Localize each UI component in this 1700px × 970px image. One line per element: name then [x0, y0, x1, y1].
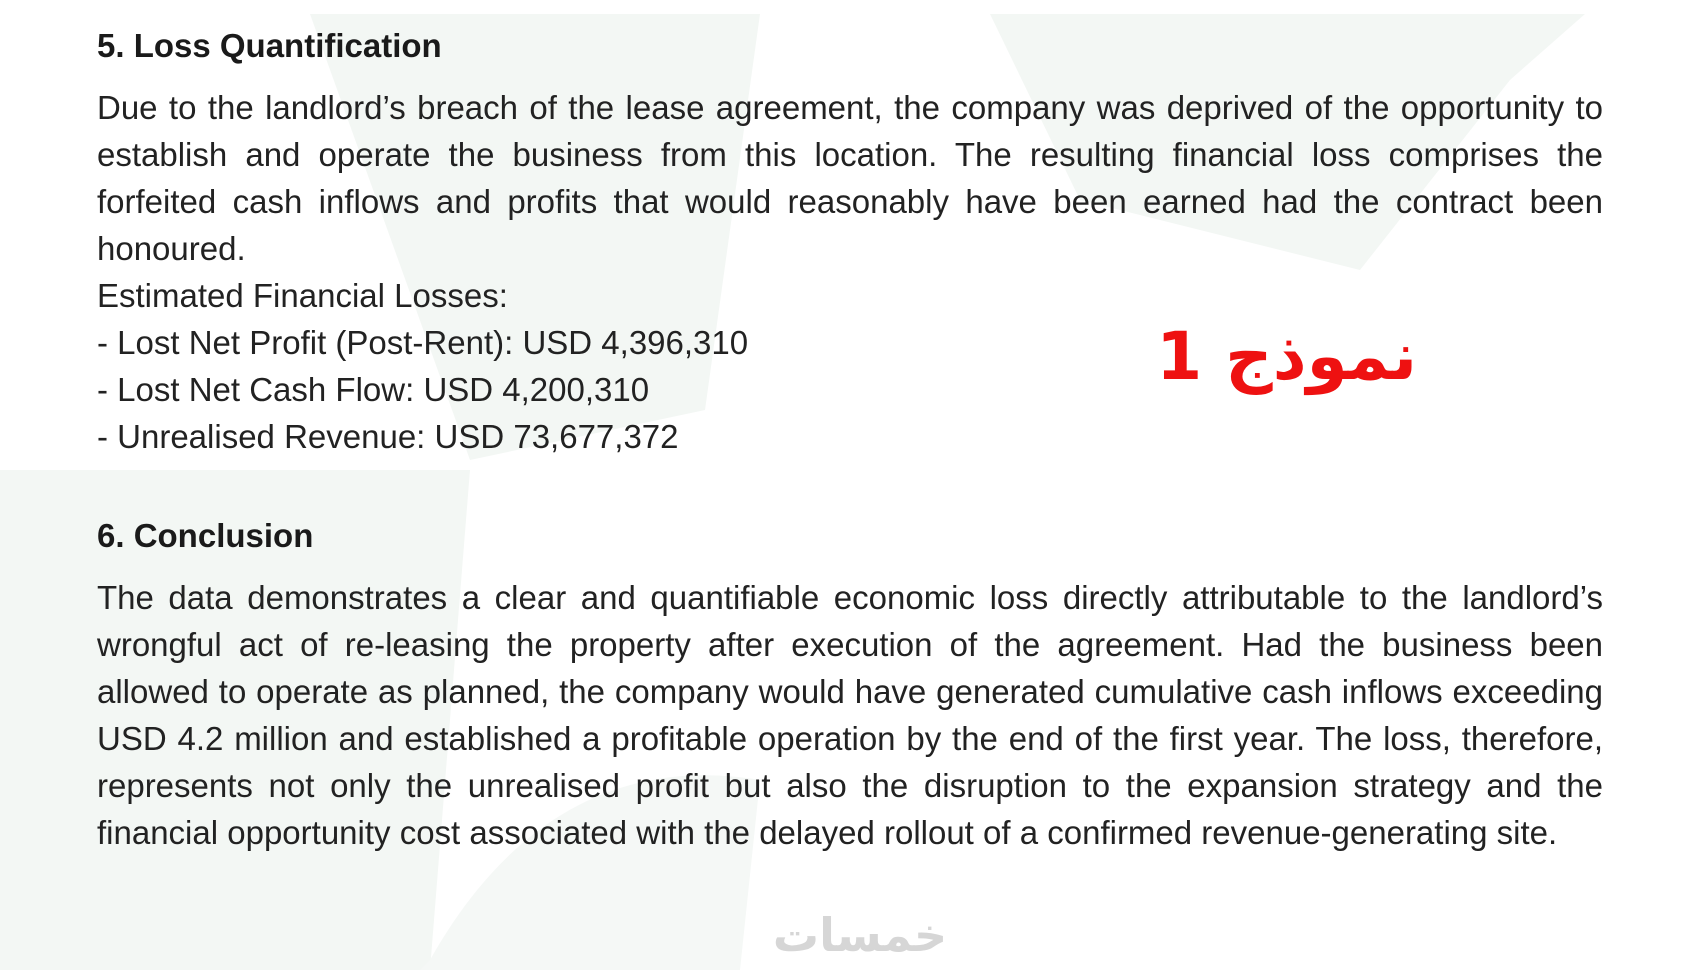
section-6-paragraph: The data demonstrates a clear and quantifiable economic loss directly attributable to the landlord’s wrongful act of re-leasing the property after execution of the agreement. Had the business been allowed to operate as planned, the company would have generated cumulative cash inflows exceeding USD 4.2 million and established a profitable operation by the end of the first year. The loss, therefore, represents not only the unrealised profit but also the disruption to the expansion strategy and the financial opportunity cost associated with the delayed rollout of a confirmed revenue-generating site. — [97, 579, 1603, 851]
loss-item: - Lost Net Cash Flow: USD 4,200,310 — [97, 371, 650, 408]
model-label-annotation: نموذج 1 — [1156, 318, 1417, 395]
section-5-paragraph: Due to the landlord’s breach of the lease agreement, the company was deprived of the opportunity to establish and operate the business from this location. The resulting financial loss comprises the forfeited cash inflows and profits that would reasonably have been earned had the contract been honoured. — [97, 89, 1603, 267]
section-5-heading: 5. Loss Quantification — [97, 27, 442, 64]
document-page — [97, 22, 1603, 856]
footer-watermark-logo: خمسات — [772, 908, 948, 962]
section-6-heading: 6. Conclusion — [97, 517, 314, 554]
loss-item: - Lost Net Profit (Post-Rent): USD 4,396,310 — [97, 324, 749, 361]
losses-title: Estimated Financial Losses: — [97, 277, 508, 314]
loss-item: - Unrealised Revenue: USD 73,677,372 — [97, 418, 679, 455]
